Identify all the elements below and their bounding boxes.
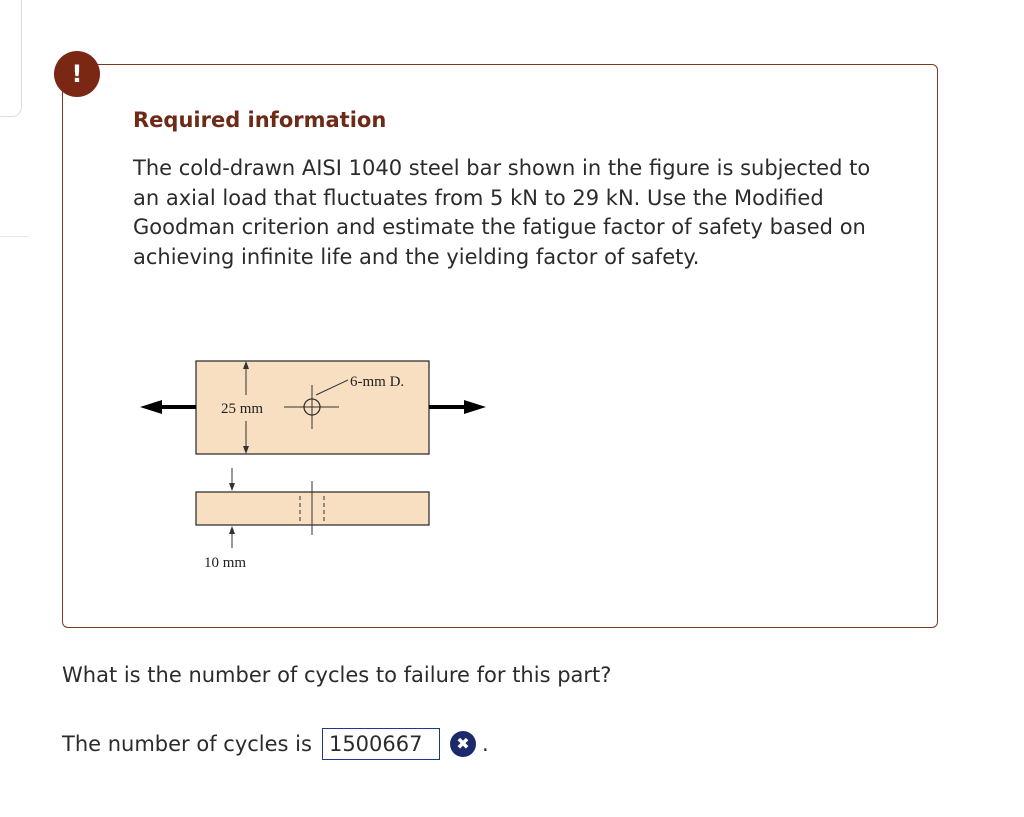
cycles-answer-input[interactable]: [322, 728, 440, 760]
required-information-title: Required information: [133, 108, 387, 132]
exclamation-icon: !: [54, 51, 100, 97]
question-text: What is the number of cycles to failure for this part?: [62, 663, 612, 687]
incorrect-x-icon: ✖: [450, 731, 476, 757]
answer-label: The number of cycles is: [62, 732, 312, 756]
hole-label: 6-mm D.: [350, 374, 405, 390]
edge-panel-tab: [0, 0, 22, 117]
problem-statement: The cold-drawn AISI 1040 steel bar shown in the figure is subjected to an axial load that fluctuates from 5 kN to 29 kN. Use the Modified Goodman criterion and estimate the fatigue factor of safety based on achieving infinite life and the yielding factor of safety.: [133, 156, 871, 269]
thickness-dim-arrow-bottom: [229, 526, 235, 534]
width-label: 25 mm: [221, 401, 264, 417]
answer-row: [62, 727, 489, 761]
trailing-period: .: [481, 732, 489, 756]
edge-divider: [0, 236, 28, 237]
steel-bar-figure: [136, 355, 496, 580]
thickness-label: 10 mm: [204, 555, 247, 571]
thickness-dim-arrow-top: [229, 483, 235, 491]
left-arrowhead: [140, 400, 162, 414]
right-arrowhead: [464, 400, 486, 414]
